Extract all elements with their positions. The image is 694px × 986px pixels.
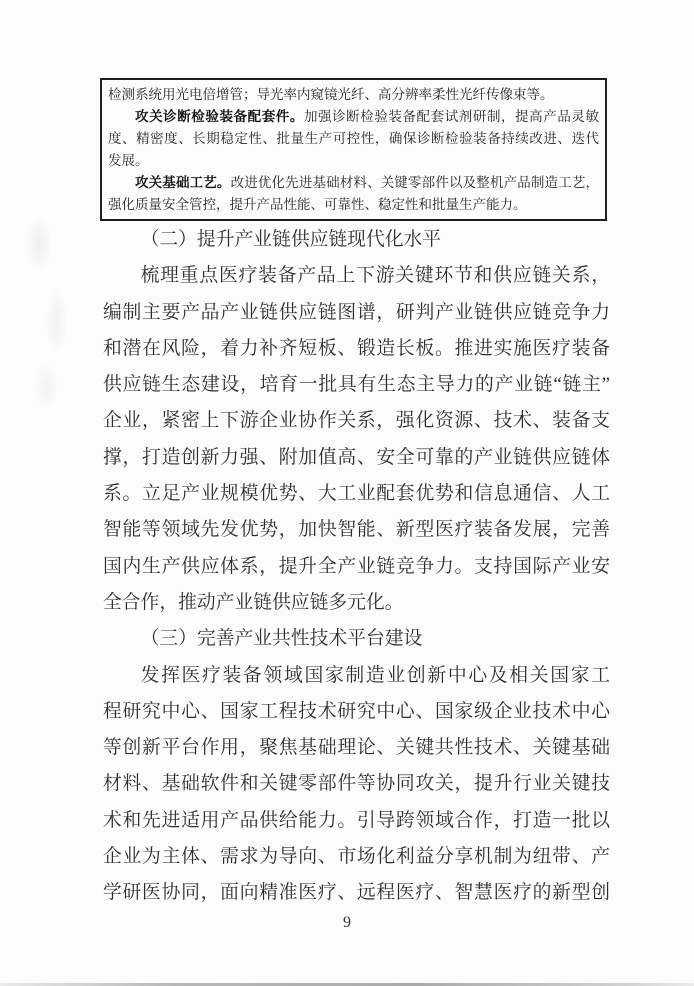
body-line xyxy=(103,440,610,476)
body-line xyxy=(103,549,610,585)
box-line xyxy=(108,84,599,106)
line-text: 强化质量安全管控，提升产品性能、可靠性、稳定性和批量生产能力。 xyxy=(108,197,527,212)
body-line xyxy=(103,803,610,839)
body-line xyxy=(103,222,610,258)
line-text: 梳理重点医疗装备产品上下游关键环节和供应链关系， xyxy=(140,265,610,287)
body-line xyxy=(103,331,610,367)
body-line xyxy=(103,476,610,512)
line-text: 检测系统用光电倍增管；导光率内窥镜光纤、高分辨率柔性光纤传像束等。 xyxy=(108,87,554,102)
line-text: 企业，紧密上下游企业协作关系，强化资源、技术、装备支 xyxy=(103,410,610,432)
box-line xyxy=(108,172,599,194)
line-text: 编制主要产品产业链供应链图谱，研判产业链供应链竞争力 xyxy=(103,301,610,323)
line-text: 和潜在风险，着力补齐短板、锻造长板。推进实施医疗装备 xyxy=(103,337,610,359)
scan-smudge xyxy=(18,200,88,420)
line-text: 术和先进适用产品供给能力。引导跨领域合作，打造一批以 xyxy=(103,809,610,831)
line-text: 加强诊断检验装备配套试剂研制，提高产品灵敏 xyxy=(303,109,599,124)
line-text: 系。立足产业规模优势、大工业配套优势和信息通信、人工 xyxy=(103,483,610,505)
body-line xyxy=(103,585,610,621)
box-line xyxy=(108,128,599,150)
line-text: 学研医协同，面向精准医疗、远程医疗、智慧医疗的新型创 xyxy=(103,882,610,904)
line-text: （二）提升产业链供应链现代化水平 xyxy=(140,229,442,250)
line-text: 等创新平台作用，聚焦基础理论、关键共性技术、关键基础 xyxy=(103,737,610,759)
line-text: 程研究中心、国家工程技术研究中心、国家级企业技术中心 xyxy=(103,700,610,722)
line-text: 度、精密度、长期稳定性、批量生产可控性，确保诊断检验装备持续改进、迭代 xyxy=(108,131,599,146)
body-line xyxy=(103,839,610,875)
box-line xyxy=(108,194,599,216)
body-line xyxy=(103,875,610,911)
body-line xyxy=(103,694,610,730)
box-line xyxy=(108,106,599,128)
line-text: 全合作，推动产业链供应链多元化。 xyxy=(103,591,404,613)
line-text: （三）完善产业共性技术平台建设 xyxy=(140,628,423,650)
body-line xyxy=(103,367,610,403)
line-text: 撑，打造创新力强、附加值高、安全可靠的产业链供应链体 xyxy=(103,446,610,468)
page-number: 9 xyxy=(343,914,351,931)
line-text: 改进优化先进基础材料、关键零部件以及整机产品制造工艺， xyxy=(230,175,600,190)
body-line xyxy=(103,403,610,439)
line-text: 国内生产供应体系，提升全产业链竞争力。支持国际产业安 xyxy=(103,555,610,577)
box-line xyxy=(108,150,599,172)
body-text xyxy=(103,222,610,912)
bold-lead-text: 攻关诊断检验装备配套件。 xyxy=(135,109,304,124)
body-line xyxy=(103,295,610,331)
body-line xyxy=(103,258,610,294)
line-text: 供应链生态建设，培育一批具有生态主导力的产业链“链主” xyxy=(103,374,610,396)
line-text: 发展。 xyxy=(108,153,149,168)
body-line xyxy=(103,766,610,802)
bold-lead-text: 攻关基础工艺。 xyxy=(135,175,231,190)
body-line xyxy=(103,658,610,694)
line-text: 智能等领域先发优势，加快智能、新型医疗装备发展，完善 xyxy=(103,519,610,541)
line-text: 企业为主体、需求为导向、市场化利益分享机制为纽带、产 xyxy=(103,846,610,868)
line-text: 材料、基础软件和关键零部件等协同攻关，提升行业关键技 xyxy=(103,773,610,795)
line-text: 发挥医疗装备领域国家制造业创新中心及相关国家工 xyxy=(140,664,610,686)
body-line xyxy=(103,621,610,657)
notice-box xyxy=(100,78,607,221)
body-line xyxy=(103,512,610,548)
body-line xyxy=(103,730,610,766)
